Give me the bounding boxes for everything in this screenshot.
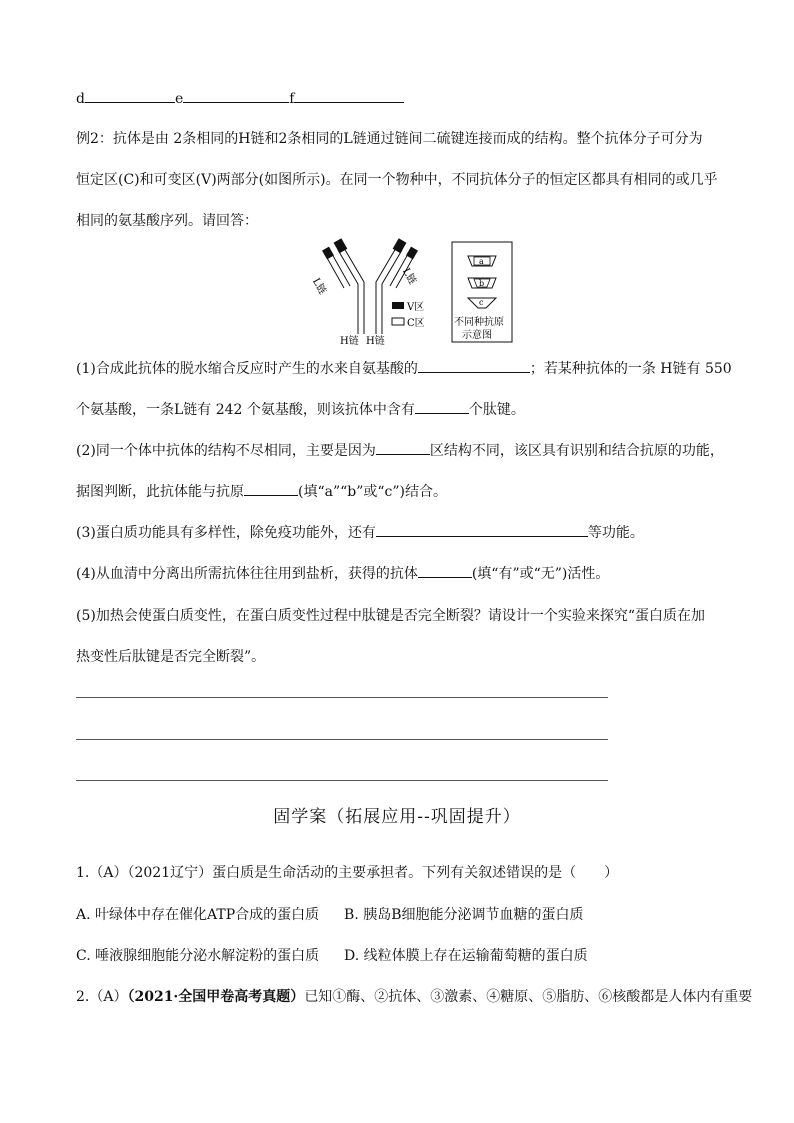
label-f: f xyxy=(289,91,295,107)
example2-line-1: 例2：抗体是由 2条相同的H链和2条相同的L链通过链间二硫键连接而成的结构。整个抗体分子可分为 xyxy=(76,131,703,147)
h-chain-left-label: H链 xyxy=(340,336,359,347)
question-5-line-1: (5)加热会使蛋白质变性，在蛋白质变性过程中肽键是否完全断裂？请设计一个实验来探究“蛋白质在加 xyxy=(76,608,705,624)
fill-blank-line-def xyxy=(76,88,404,109)
mcq2-source: （2021·全国甲卷高考真题） xyxy=(127,989,305,1005)
label-e: e xyxy=(174,91,184,107)
blank-d[interactable] xyxy=(85,88,175,103)
mcq1-options-row-2 xyxy=(76,946,588,966)
l-chain-right-label: L链 xyxy=(399,266,418,287)
l-chain-left-label: L链 xyxy=(309,276,328,297)
antigen-caption-1: 不同种抗原 xyxy=(454,317,504,328)
antigen-c-label: c xyxy=(479,298,484,307)
antigen-b-label: b xyxy=(479,279,485,288)
legend-v-label: V区 xyxy=(407,302,425,313)
question-2-line-2 xyxy=(76,481,447,502)
blank-e[interactable] xyxy=(183,88,289,103)
antigen-b-icon xyxy=(468,278,496,288)
q2-blank-2[interactable] xyxy=(244,481,298,496)
q1-blank-2[interactable] xyxy=(415,399,469,414)
left-light-chain-inner xyxy=(332,254,350,286)
mcq2-stem xyxy=(76,987,752,1007)
answer-line-3[interactable] xyxy=(76,780,608,781)
q1-text-b: ；若某种抗体的一条 H链有 550 xyxy=(529,361,732,377)
mcq1-option-d[interactable]: D. 线粒体膜上存在运输葡萄糖的蛋白质 xyxy=(344,948,588,964)
q3-text-b: 等功能。 xyxy=(587,525,644,541)
mcq1-option-c[interactable]: C. 唾液腺细胞能分泌水解淀粉的蛋白质 xyxy=(76,948,320,964)
antibody-figure xyxy=(300,238,530,348)
mcq1-options-row-1 xyxy=(76,905,583,925)
mcq1-option-b[interactable]: B. 胰岛B细胞能分泌调节血糖的蛋白质 xyxy=(344,907,584,923)
q1-text-a: (1)合成此抗体的脱水缩合反应时产生的水来自氨基酸的 xyxy=(76,361,418,377)
question-1-line-1 xyxy=(76,358,732,379)
q4-blank[interactable] xyxy=(418,563,472,578)
left-heavy-chain xyxy=(338,250,358,334)
question-5-line-2: 热变性后肽键是否完全断裂”。 xyxy=(76,649,266,665)
label-d: d xyxy=(76,91,85,107)
answer-line-2[interactable] xyxy=(76,739,608,740)
left-light-chain xyxy=(326,256,344,288)
q1-text-d: 个肽键。 xyxy=(468,402,525,418)
q2-text-c: 据图判断，此抗体能与抗原 xyxy=(76,484,244,500)
mcq2-prefix: 2.（A） xyxy=(76,989,128,1005)
q2-text-b: 区结构不同，该区具有识别和结合抗原的功能， xyxy=(429,443,724,459)
question-1-line-2 xyxy=(76,399,525,420)
question-2-line-1 xyxy=(76,440,724,461)
left-v-region-light xyxy=(322,247,334,260)
q1-blank-1[interactable] xyxy=(418,358,530,373)
q4-text-b: (填“有”或“无”)活性。 xyxy=(471,566,610,582)
question-3 xyxy=(76,522,644,543)
h-chain-right-label: H链 xyxy=(366,336,385,347)
mcq2-stem-text: 已知①酶、②抗体、③激素、④糖原、⑤脂肪、⑥核酸都是人体内有重要 xyxy=(304,989,753,1005)
question-4 xyxy=(76,563,609,584)
antigen-a-label: a xyxy=(479,257,484,266)
q3-text-a: (3)蛋白质功能具有多样性，除免疫功能外，还有 xyxy=(76,525,376,541)
q2-text-a: (2)同一个体中抗体的结构不尽相同，主要是因为 xyxy=(76,443,376,459)
right-v-region-light xyxy=(406,247,418,260)
mcq1-stem: 1.（A）（2021辽宁）蛋白质是生命活动的主要承担者。下列有关叙述错误的是（ ） xyxy=(76,865,619,881)
legend-v-swatch xyxy=(392,302,404,309)
legend-c-label: C区 xyxy=(407,318,425,329)
left-heavy-chain-inner xyxy=(344,248,364,334)
antigen-a-icon xyxy=(468,256,496,266)
example2-line-3: 相同的氨基酸序列。请回答： xyxy=(76,213,258,229)
example2-line-2: 恒定区(C)和可变区(V)两部分(如图所示)。在同一个物种中，不同抗体分子的恒定区都具有相同的或几乎 xyxy=(76,172,718,188)
q2-text-d: (填“a”“b”或“c”)结合。 xyxy=(298,484,448,500)
legend-c-swatch xyxy=(392,318,404,325)
q1-text-c: 个氨基酸，一条L链有 242 个氨基酸，则该抗体中含有 xyxy=(76,402,415,418)
q4-text-a: (4)从血清中分离出所需抗体往往用到盐析，获得的抗体 xyxy=(76,566,418,582)
blank-f[interactable] xyxy=(294,88,404,103)
q3-blank[interactable] xyxy=(376,522,588,537)
answer-line-1[interactable] xyxy=(76,697,608,698)
q2-blank-1[interactable] xyxy=(376,440,430,455)
section-title: 固学案（拓展应用--巩固提升） xyxy=(273,807,521,827)
mcq1-option-a[interactable]: A. 叶绿体中存在催化ATP合成的蛋白质 xyxy=(76,907,320,923)
antigen-caption-2: 示意图 xyxy=(462,330,492,341)
